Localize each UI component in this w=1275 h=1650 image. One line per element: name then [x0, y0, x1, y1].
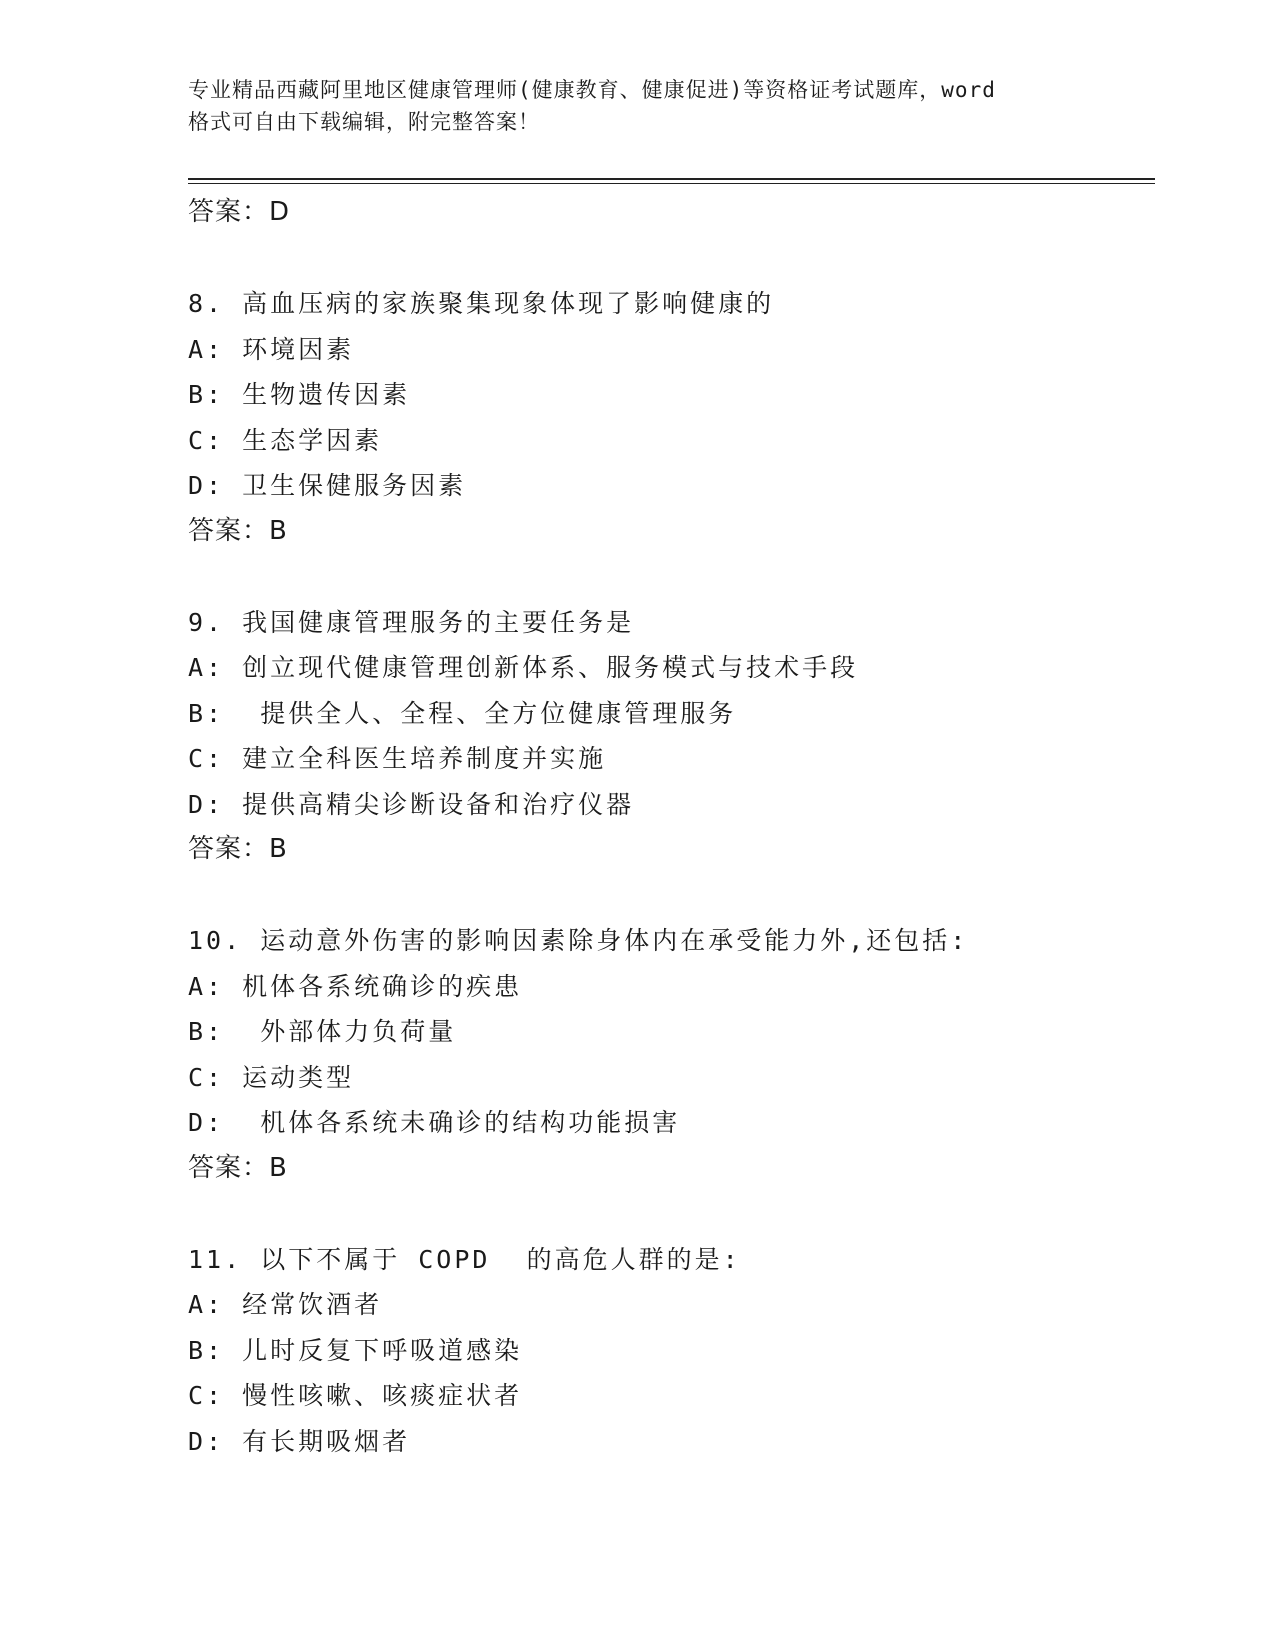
question-10	[188, 918, 1148, 1191]
document-header	[188, 74, 1088, 138]
header-rule-thick	[188, 178, 1155, 180]
question-stem: 11. 以下不属于 COPD 的高危人群的是:	[188, 1244, 741, 1274]
question-stem: 10. 运动意外伤害的影响因素除身体内在承受能力外,还包括:	[188, 926, 969, 955]
header-line-2: 格式可自由下载编辑，附完整答案！	[188, 110, 540, 134]
option-b: B: 生物遗传因素	[188, 380, 411, 409]
option-a: A: 环境因素	[188, 334, 355, 364]
option-c: C: 生态学因素	[188, 425, 383, 455]
option-a: A: 创立现代健康管理创新体系、服务模式与技术手段	[188, 653, 859, 682]
header-rule-thin	[188, 183, 1155, 184]
option-a: A: 机体各系统确诊的疾患	[188, 971, 523, 1001]
option-d: D: 卫生保健服务因素	[188, 471, 467, 500]
header-line-1: 专业精品西藏阿里地区健康管理师(健康教育、健康促进)等资格证考试题库，word	[188, 78, 996, 102]
spacer	[188, 1191, 1148, 1237]
previous-answer: 答案：D	[188, 197, 291, 227]
option-a: A: 经常饮酒者	[188, 1290, 383, 1319]
option-b: B: 外部体力负荷量	[188, 1017, 457, 1046]
option-c: C: 建立全科医生培养制度并实施	[188, 744, 607, 773]
option-d: D: 有长期吸烟者	[188, 1426, 411, 1456]
question-11	[188, 1237, 1148, 1465]
question-list	[188, 190, 1148, 1464]
question-stem: 9. 我国健康管理服务的主要任务是	[188, 607, 635, 637]
answer: 答案：B	[188, 834, 288, 864]
answer: 答案：B	[188, 515, 288, 546]
answer: 答案：B	[188, 1152, 288, 1183]
spacer	[188, 554, 1148, 600]
option-c: C: 慢性咳嗽、咳痰症状者	[188, 1381, 523, 1410]
question-stem: 8. 高血压病的家族聚集现象体现了影响健康的	[188, 289, 775, 318]
spacer	[188, 873, 1148, 919]
question-9	[188, 600, 1148, 873]
question-8	[188, 281, 1148, 554]
spacer	[188, 236, 1148, 282]
option-b: B: 儿时反复下呼吸道感染	[188, 1335, 523, 1365]
option-d: D: 机体各系统未确诊的结构功能损害	[188, 1108, 681, 1137]
option-d: D: 提供高精尖诊断设备和治疗仪器	[188, 789, 635, 819]
option-c: C: 运动类型	[188, 1062, 355, 1092]
option-b: B: 提供全人、全程、全方位健康管理服务	[188, 698, 737, 728]
